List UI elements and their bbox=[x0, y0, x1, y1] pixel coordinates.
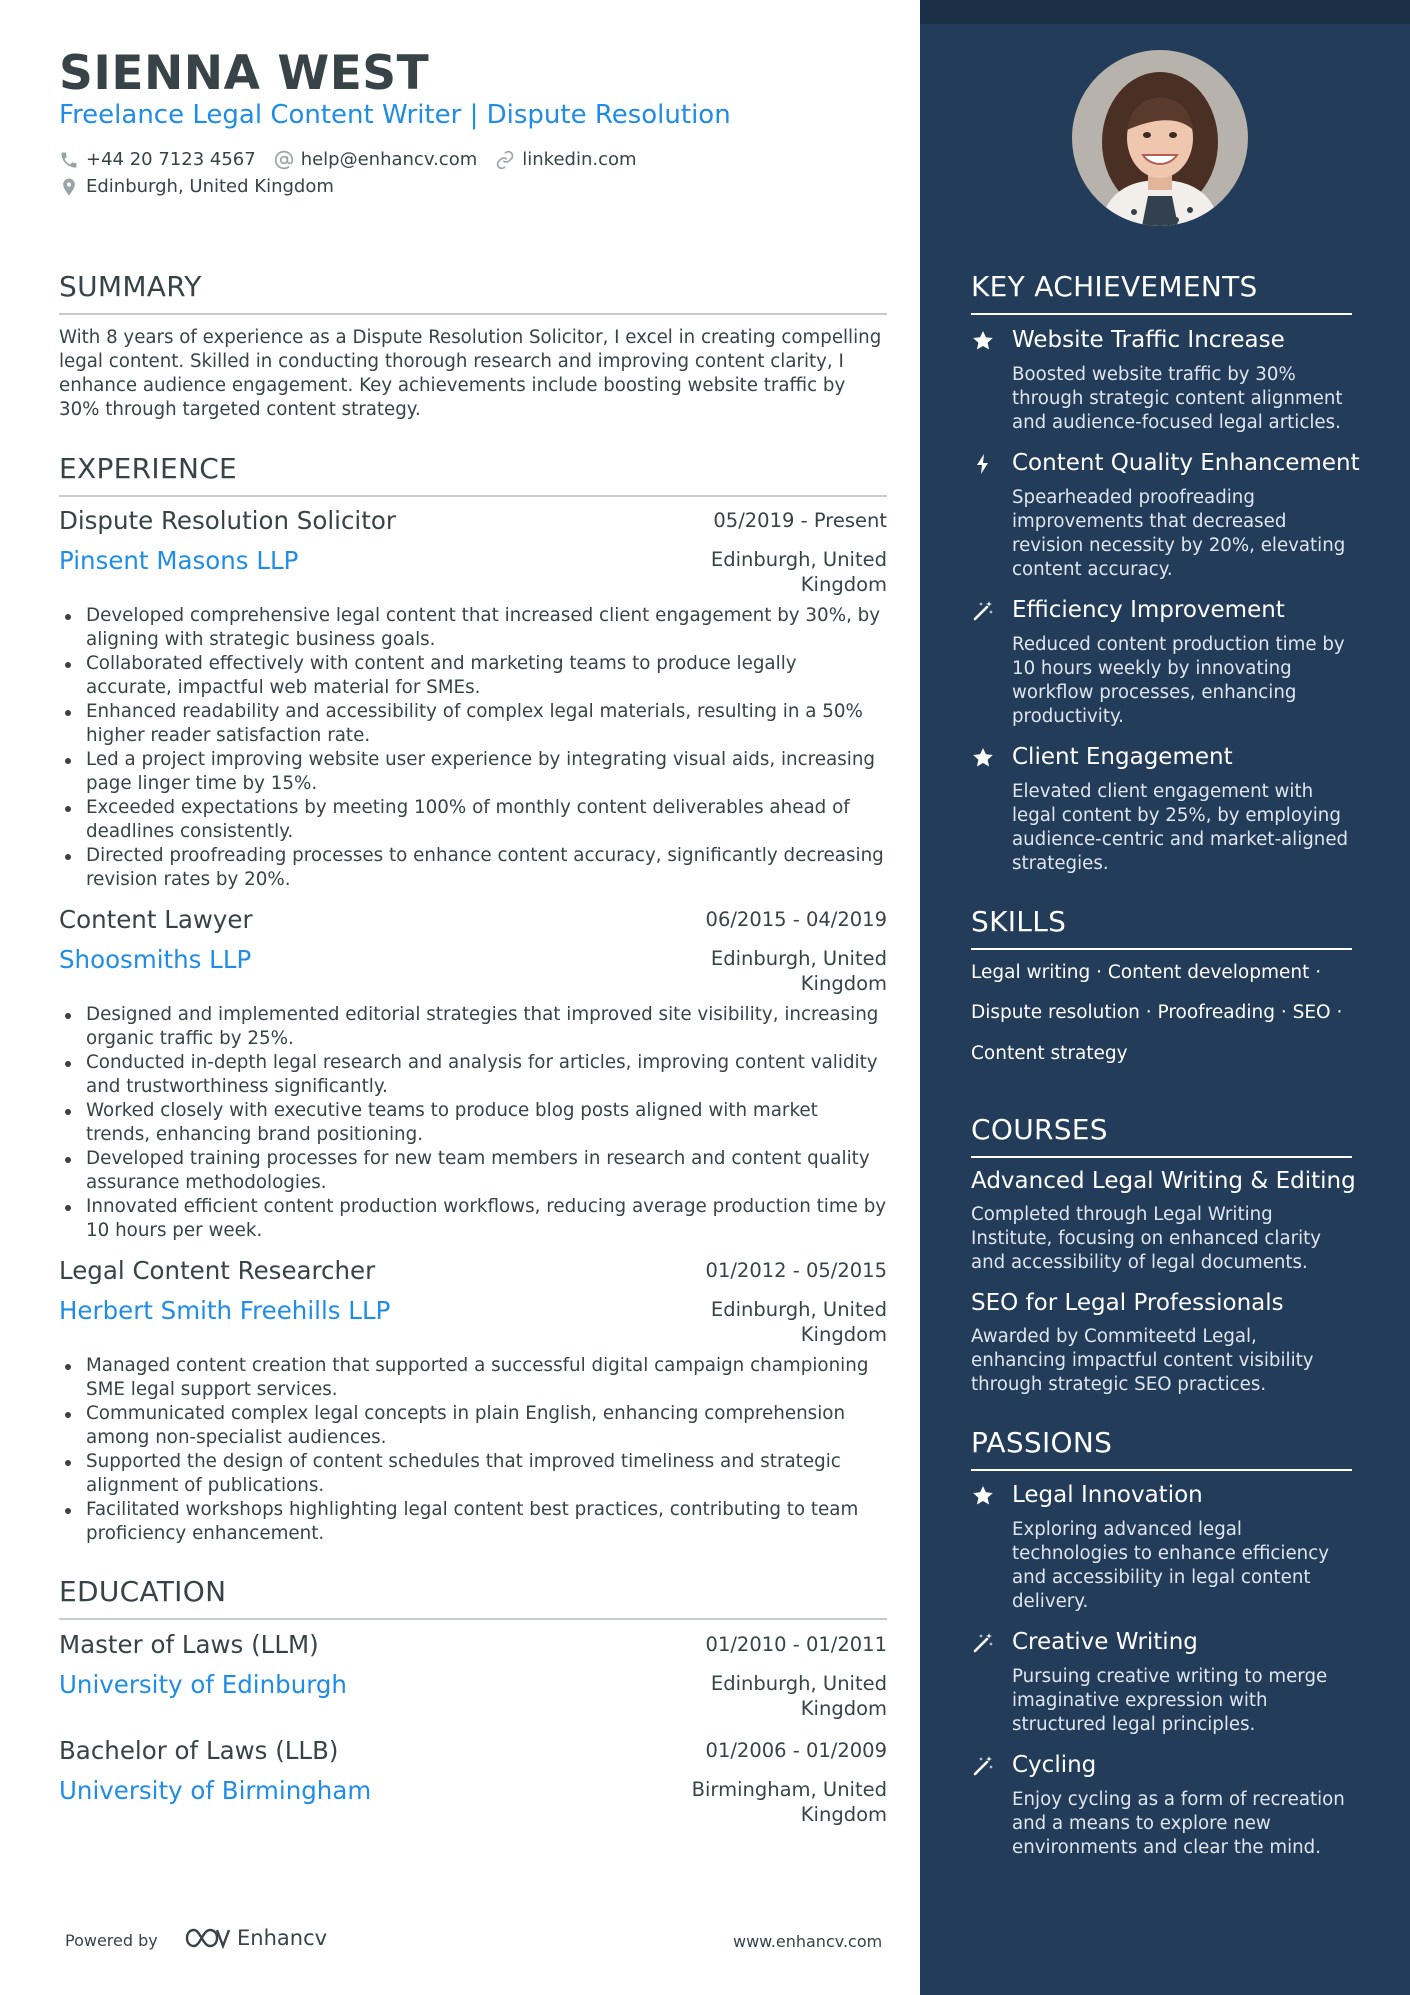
passion-title: Creative Writing bbox=[1012, 1629, 1198, 1655]
bullet-item: Managed content creation that supported a successful digital campaign championing SME legal support services. bbox=[59, 1354, 887, 1402]
powered-by-label: Powered by bbox=[65, 1931, 158, 1950]
bullet-item: Led a project improving website user experience by integrating visual aids, increasing page linger time by 15%. bbox=[59, 748, 887, 796]
magic-wand-icon bbox=[971, 1631, 995, 1655]
school[interactable]: University of Birmingham bbox=[59, 1776, 372, 1805]
bullet-item: Enhanced readability and accessibility of complex legal materials, resulting in a 50% higher reader satisfaction rate. bbox=[59, 700, 887, 748]
job-role: Dispute Resolution Solicitor bbox=[59, 506, 396, 535]
contact-row bbox=[59, 149, 655, 170]
course-item bbox=[971, 1168, 1361, 1275]
bolt-icon bbox=[971, 452, 995, 476]
job-bullets bbox=[59, 604, 887, 892]
avatar bbox=[1072, 50, 1248, 226]
bullet-item: Supported the design of content schedules that improved timeliness and strategic alignment of publications. bbox=[59, 1450, 887, 1498]
sidebar-top-band bbox=[920, 0, 1410, 24]
job-dates: 01/2012 - 05/2015 bbox=[705, 1259, 887, 1282]
job-bullets bbox=[59, 1354, 887, 1546]
bullet-item: Facilitated workshops highlighting legal content best practices, contributing to team proficiency enhancement. bbox=[59, 1498, 887, 1546]
contact-location bbox=[59, 176, 334, 197]
achievement-desc: Elevated client engagement with legal content by 25%, by employing audience-centric and market-aligned strategies. bbox=[1012, 781, 1349, 874]
achievement-desc: Boosted website traffic by 30% through strategic content alignment and audience-focused legal articles. bbox=[1012, 364, 1343, 433]
passions-heading: PASSIONS bbox=[971, 1426, 1352, 1471]
bullet-item: Conducted in-depth legal research and analysis for articles, improving content validity and trustworthiness significantly. bbox=[59, 1051, 887, 1099]
brand-name: Enhancv bbox=[237, 1926, 328, 1950]
email-text: help@enhancv.com bbox=[300, 149, 478, 170]
bullet-item: Designed and implemented editorial strategies that improved site visibility, increasing organic traffic by 25%. bbox=[59, 1003, 887, 1051]
bullet-item: Developed training processes for new team members in research and content quality assurance methodologies. bbox=[59, 1147, 887, 1195]
education-location: Edinburgh, United Kingdom bbox=[710, 1672, 887, 1720]
phone-icon bbox=[59, 150, 79, 170]
bullet-item: Exceeded expectations by meeting 100% of monthly content deliverables ahead of deadlines consistently. bbox=[59, 796, 887, 844]
bullet-item: Directed proofreading processes to enhance content accuracy, significantly decreasing revision rates by 20%. bbox=[59, 844, 887, 892]
course-title: Advanced Legal Writing & Editing bbox=[971, 1168, 1356, 1194]
job-company[interactable]: Shoosmiths LLP bbox=[59, 945, 252, 974]
contact-link[interactable] bbox=[495, 149, 636, 170]
achievement-title: Website Traffic Increase bbox=[1012, 327, 1285, 353]
enhancv-logo-icon bbox=[183, 1925, 231, 1951]
job-role: Content Lawyer bbox=[59, 905, 253, 934]
course-desc: Completed through Legal Writing Institute, focusing on enhanced clarity and accessibility of legal documents. bbox=[971, 1204, 1322, 1273]
bullet-item: Developed comprehensive legal content that increased client engagement by 30%, by aligning with strategic business goals. bbox=[59, 604, 887, 652]
link-text: linkedin.com bbox=[522, 149, 637, 170]
job-location: Edinburgh, United Kingdom bbox=[710, 947, 887, 995]
job-company[interactable]: Pinsent Masons LLP bbox=[59, 546, 299, 575]
degree: Bachelor of Laws (LLB) bbox=[59, 1736, 339, 1765]
skills-line: Dispute resolution · Proofreading · SEO · bbox=[971, 1002, 1343, 1023]
education-dates: 01/2006 - 01/2009 bbox=[705, 1739, 887, 1762]
candidate-name: SIENNA WEST bbox=[59, 46, 430, 101]
passion-desc: Exploring advanced legal technologies to enhance efficiency and accessibility in legal content delivery. bbox=[1012, 1519, 1329, 1612]
job-bullets bbox=[59, 1003, 887, 1243]
summary-text: With 8 years of experience as a Dispute Resolution Solicitor, I excel in creating compelling legal content. Skilled in conducting thorough research and improving content clarity, I enhance audience engagement. Key achievements include boosting website traffic by 30% through targeted content strategy. bbox=[59, 327, 882, 420]
courses-heading: COURSES bbox=[971, 1113, 1352, 1158]
location-row bbox=[59, 176, 352, 197]
link-icon bbox=[495, 150, 515, 170]
achievement-title: Client Engagement bbox=[1012, 744, 1233, 770]
at-sign-icon bbox=[274, 150, 294, 170]
course-title: SEO for Legal Professionals bbox=[971, 1290, 1284, 1316]
job-dates: 05/2019 - Present bbox=[713, 509, 887, 532]
education-heading: EDUCATION bbox=[59, 1575, 887, 1620]
phone-text: +44 20 7123 4567 bbox=[86, 149, 256, 170]
bullet-item: Innovated efficient content production workflows, reducing average production time by 10 hours per week. bbox=[59, 1195, 887, 1243]
location-text: Edinburgh, United Kingdom bbox=[86, 176, 334, 197]
job-company[interactable]: Herbert Smith Freehills LLP bbox=[59, 1296, 391, 1325]
star-icon bbox=[971, 329, 995, 353]
magic-wand-icon bbox=[971, 599, 995, 623]
star-icon bbox=[971, 1484, 995, 1508]
achievement-title: Efficiency Improvement bbox=[1012, 597, 1285, 623]
bullet-item: Communicated complex legal concepts in plain English, enhancing comprehension among non-specialist audiences. bbox=[59, 1402, 887, 1450]
achievement-title: Content Quality Enhancement bbox=[1012, 450, 1360, 476]
achievement-desc: Reduced content production time by 10 hours weekly by innovating workflow processes, enhancing productivity. bbox=[1012, 634, 1345, 727]
magic-wand-icon bbox=[971, 1754, 995, 1778]
website-link[interactable]: www.enhancv.com bbox=[733, 1932, 883, 1951]
course-item bbox=[971, 1290, 1361, 1397]
job-location: Edinburgh, United Kingdom bbox=[710, 1298, 887, 1346]
skills-line: Content strategy bbox=[971, 1043, 1128, 1064]
bullet-item: Worked closely with executive teams to produce blog posts aligned with market trends, enhancing brand positioning. bbox=[59, 1099, 887, 1147]
passion-title: Cycling bbox=[1012, 1752, 1097, 1778]
job-dates: 06/2015 - 04/2019 bbox=[705, 908, 887, 931]
school[interactable]: University of Edinburgh bbox=[59, 1670, 347, 1699]
job-role: Legal Content Researcher bbox=[59, 1256, 376, 1285]
skills-line: Legal writing · Content development · bbox=[971, 962, 1322, 983]
education-location: Birmingham, United Kingdom bbox=[691, 1778, 887, 1826]
bullet-item: Collaborated effectively with content and marketing teams to produce legally accurate, impactful web material for SMEs. bbox=[59, 652, 887, 700]
map-pin-icon bbox=[59, 177, 79, 197]
contact-email[interactable] bbox=[274, 149, 478, 170]
brand-logo[interactable] bbox=[183, 1925, 327, 1951]
job-location: Edinburgh, United Kingdom bbox=[710, 548, 887, 596]
contact-phone[interactable] bbox=[59, 149, 256, 170]
education-dates: 01/2010 - 01/2011 bbox=[705, 1633, 887, 1656]
skills-heading: SKILLS bbox=[971, 905, 1352, 950]
sidebar bbox=[920, 0, 1410, 1995]
course-desc: Awarded by Commiteetd Legal, enhancing impactful content visibility through strategic SEO practices. bbox=[971, 1326, 1314, 1395]
star-icon bbox=[971, 746, 995, 770]
achievements-heading: KEY ACHIEVEMENTS bbox=[971, 270, 1352, 315]
candidate-title: Freelance Legal Content Writer | Dispute Resolution bbox=[59, 100, 731, 130]
degree: Master of Laws (LLM) bbox=[59, 1630, 319, 1659]
passion-title: Legal Innovation bbox=[1012, 1482, 1203, 1508]
passion-desc: Enjoy cycling as a form of recreation and a means to explore new environments and clear the mind. bbox=[1012, 1789, 1345, 1858]
experience-heading: EXPERIENCE bbox=[59, 452, 887, 497]
summary-heading: SUMMARY bbox=[59, 270, 887, 315]
achievement-desc: Spearheaded proofreading improvements that decreased revision necessity by 20%, elevating content accuracy. bbox=[1012, 487, 1346, 580]
avatar-portrait-icon bbox=[1072, 50, 1248, 226]
passion-desc: Pursuing creative writing to merge imaginative expression with structured legal principles. bbox=[1012, 1666, 1328, 1735]
